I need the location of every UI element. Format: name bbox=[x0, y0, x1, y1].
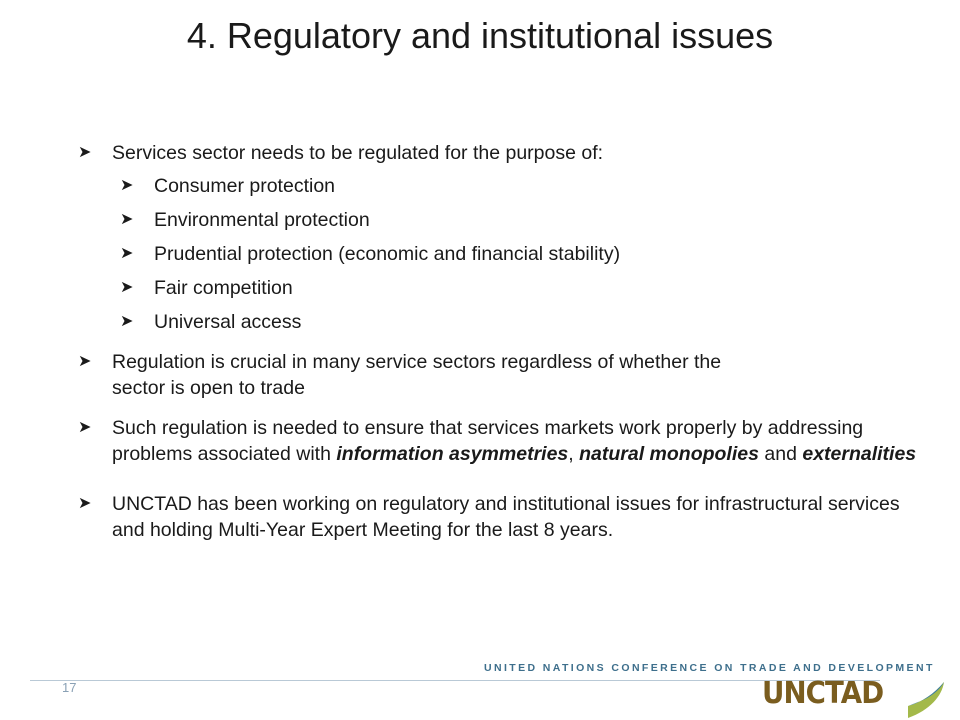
bullet-regulation-needed bbox=[78, 415, 918, 467]
sub-bullet-text: Universal access bbox=[154, 311, 302, 333]
unctad-logo-text: UNCTAD bbox=[762, 676, 884, 711]
sub-bullet-consumer-protection bbox=[120, 173, 918, 199]
arrowhead-bullet-icon: ➤ bbox=[120, 177, 134, 194]
page-number: 17 bbox=[62, 680, 77, 695]
arrowhead-bullet-icon: ➤ bbox=[120, 245, 134, 262]
bullet-regulation-purpose bbox=[78, 140, 918, 166]
bullet-text-part: Such regulation is needed to ensure that services markets work properly by addressing problems associated with bbox=[112, 417, 864, 465]
arrowhead-bullet-icon: ➤ bbox=[78, 144, 92, 161]
sub-bullet-text: Prudential protection (economic and financial stability) bbox=[154, 243, 621, 265]
bullet-text bbox=[112, 415, 918, 467]
sub-bullet-fair-competition bbox=[120, 275, 918, 301]
logo-swoosh-green bbox=[908, 682, 944, 718]
bullet-text-part: , bbox=[568, 443, 580, 465]
bullet-unctad-work bbox=[78, 491, 918, 543]
bullet-text: UNCTAD has been working on regulatory and institutional issues for infrastructural services and holding Multi-Year Expert Meeting for the last 8 years. bbox=[112, 493, 900, 541]
sub-bullet-environmental-protection bbox=[120, 207, 918, 233]
emphasis-natural-monopolies: natural monopolies bbox=[579, 443, 759, 465]
sub-bullet-text: Consumer protection bbox=[154, 175, 336, 197]
bullet-regulation-crucial bbox=[78, 349, 918, 401]
bullet-line: Regulation is crucial in many service sectors regardless of whether the bbox=[112, 351, 722, 373]
emphasis-externalities: externalities bbox=[802, 443, 917, 465]
footer-divider bbox=[30, 680, 880, 681]
arrowhead-bullet-icon: ➤ bbox=[78, 419, 92, 436]
arrowhead-bullet-icon: ➤ bbox=[78, 353, 92, 370]
arrowhead-bullet-icon: ➤ bbox=[120, 211, 134, 228]
arrowhead-bullet-icon: ➤ bbox=[120, 313, 134, 330]
sub-bullet-text: Environmental protection bbox=[154, 209, 370, 231]
bullet-text-part: and bbox=[758, 443, 803, 465]
unctad-banner-text: UNITED NATIONS CONFERENCE ON TRADE AND DEVELOPMENT bbox=[484, 662, 935, 674]
bullet-text: Services sector needs to be regulated for the purpose of: bbox=[112, 142, 604, 164]
sub-bullet-prudential-protection bbox=[120, 241, 918, 267]
arrowhead-bullet-icon: ➤ bbox=[120, 279, 134, 296]
emphasis-information-asymmetries: information asymmetries bbox=[336, 443, 569, 465]
bullet-text bbox=[112, 349, 918, 401]
bullet-line: sector is open to trade bbox=[112, 377, 305, 399]
slide-body bbox=[78, 140, 918, 543]
slide-title: 4. Regulatory and institutional issues bbox=[186, 15, 774, 56]
arrowhead-bullet-icon: ➤ bbox=[78, 495, 92, 512]
sub-bullet-universal-access bbox=[120, 309, 918, 335]
sub-bullet-text: Fair competition bbox=[154, 277, 293, 299]
